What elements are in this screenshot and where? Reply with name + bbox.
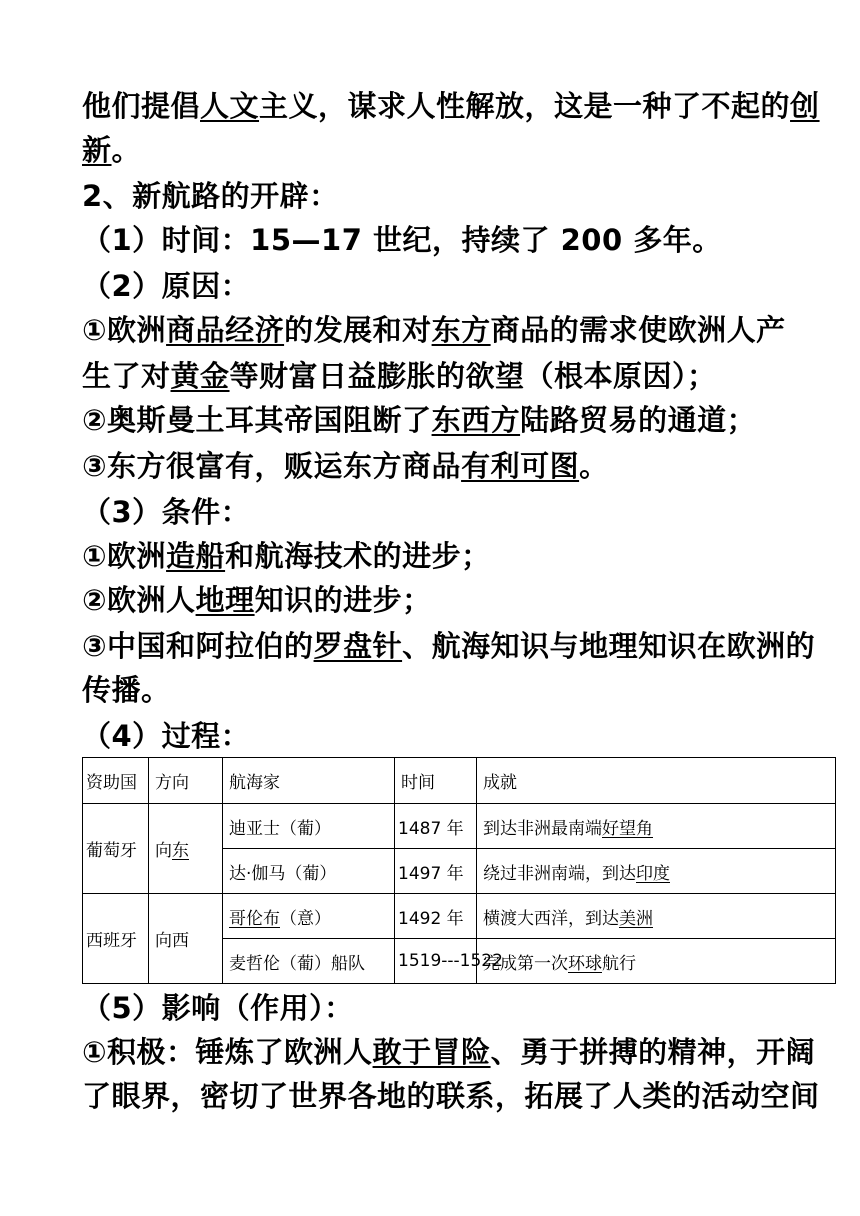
text: ①欧洲: [82, 313, 167, 347]
sponsor-portugal: 葡萄牙: [83, 804, 149, 894]
achievement-columbus: [477, 894, 836, 939]
text: 商品的需求使欧洲人产: [490, 313, 786, 347]
text: ③东方很富有，贩运东方商品: [82, 449, 462, 483]
text: 生了对: [82, 359, 171, 393]
process-heading: （4）过程：: [82, 719, 251, 753]
keyword-east-west: 东西方: [431, 403, 521, 437]
text: 知识的进步；: [254, 583, 432, 617]
keyword-adventure: 敢于冒险: [372, 1035, 491, 1069]
achievement-dias: [477, 804, 836, 849]
keyword-innovation-cont: 新: [82, 133, 112, 167]
keyword-compass: 罗盘针: [313, 629, 403, 663]
text: 等财富日益膨胀的欲望（根本原因）；: [229, 359, 717, 393]
header-achievement: 成就: [477, 758, 836, 804]
keyword-commodity-economy: 商品经济: [166, 313, 285, 347]
text: 。: [111, 133, 142, 167]
text: ①欧洲: [82, 539, 167, 573]
direction-east: [149, 804, 223, 894]
table-row: [83, 894, 836, 939]
text: 绕过非洲南端，到达: [483, 863, 636, 884]
keyword-cape-of-good-hope: 好望角: [602, 818, 653, 839]
cause-3: [82, 444, 609, 488]
header-direction: 方向: [149, 758, 223, 804]
cause-2: [82, 398, 756, 442]
cause-heading: （2）原因：: [82, 269, 251, 303]
direction-west: 向西: [149, 894, 223, 984]
keyword-innovation: 创: [790, 89, 820, 123]
text: 主义，谋求人性解放，这是一种了不起的: [259, 89, 791, 123]
section-heading: 2、新航路的开辟：: [82, 179, 339, 213]
text: ②欧洲人: [82, 583, 196, 617]
keyword-columbus: 哥伦布: [229, 908, 280, 929]
condition-2: [82, 578, 432, 622]
keyword-americas: 美洲: [619, 908, 653, 929]
impact-1-cont: 了眼界，密切了世界各地的联系，拓展了人类的活动空间: [82, 1079, 820, 1113]
condition-3-cont: 传播。: [82, 673, 171, 707]
header-navigator: 航海家: [223, 758, 395, 804]
impact-1: [82, 1030, 815, 1074]
keyword-gold: 黄金: [170, 359, 230, 393]
text: 陆路贸易的通道；: [520, 403, 757, 437]
text: 横渡大西洋，到达: [483, 908, 619, 929]
time-1492: 1492 年: [395, 894, 477, 939]
text: 航行: [602, 953, 636, 974]
text: （意）: [280, 908, 331, 929]
navigator-columbus: [223, 894, 395, 939]
text: ①积极：锤炼了欧洲人: [82, 1035, 373, 1069]
keyword-east-direction: 东: [172, 841, 189, 861]
paragraph-humanism: [82, 84, 820, 128]
text: 、航海知识与地理知识在欧洲的: [402, 629, 816, 663]
keyword-humanism: 人文: [200, 89, 260, 123]
navigator-da-gama: 达·伽马（葡）: [223, 849, 395, 894]
header-sponsor: 资助国: [83, 758, 149, 804]
voyages-table: [82, 757, 836, 984]
time-1497: 1497 年: [395, 849, 477, 894]
text: ③中国和阿拉伯的: [82, 629, 314, 663]
time-1519: 1519---1522: [395, 939, 477, 984]
condition-3: [82, 624, 815, 668]
text: 。: [579, 449, 609, 483]
text: 和航海技术的进步；: [225, 539, 491, 573]
header-time: 时间: [395, 758, 477, 804]
text: 完成第一次: [483, 953, 568, 974]
paragraph-humanism-cont: [82, 128, 141, 172]
time-1487: 1487 年: [395, 804, 477, 849]
text: 他们提倡: [82, 89, 201, 123]
table-row: [83, 804, 836, 849]
text: 到达非洲最南端: [483, 818, 602, 839]
text: ②奥斯曼土耳其帝国阻断了: [82, 403, 432, 437]
sponsor-spain: 西班牙: [83, 894, 149, 984]
time-item: （1）时间：15—17 世纪，持续了 200 多年。: [82, 223, 722, 257]
conditions-heading: （3）条件：: [82, 495, 251, 529]
text: 向: [155, 841, 172, 861]
achievement-da-gama: [477, 849, 836, 894]
navigator-dias: 迪亚士（葡）: [223, 804, 395, 849]
keyword-india: 印度: [636, 863, 670, 884]
keyword-circumnavigation: 环球: [568, 953, 602, 974]
cause-1-cont: [82, 354, 717, 398]
text: 、勇于拼搏的精神，开阔: [490, 1035, 816, 1069]
achievement-magellan: [477, 939, 836, 984]
table-header-row: [83, 758, 836, 804]
navigator-magellan: 麦哲伦（葡）船队: [223, 939, 395, 984]
impact-heading: （5）影响（作用）：: [82, 991, 354, 1025]
keyword-profitable: 有利可图: [461, 449, 580, 483]
keyword-geography: 地理: [195, 583, 255, 617]
keyword-east: 东方: [431, 313, 491, 347]
cause-1: [82, 308, 786, 352]
condition-1: [82, 534, 491, 578]
keyword-shipbuilding: 造船: [166, 539, 226, 573]
text: 的发展和对: [284, 313, 432, 347]
